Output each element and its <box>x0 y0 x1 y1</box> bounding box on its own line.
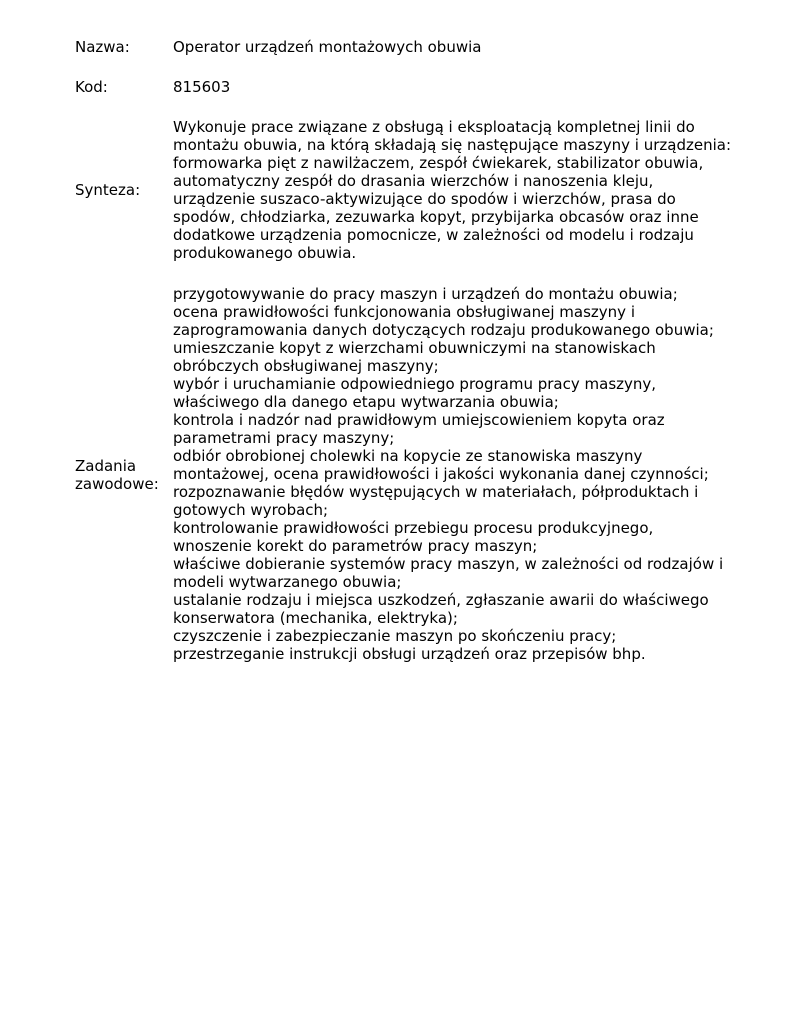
zadania-line: właściwego dla danego etapu wytwarzania obuwia; <box>173 393 559 411</box>
zadania-label <box>75 457 170 493</box>
synteza-line: urządzenie suszaco-aktywizujące do spodów i wierzchów, prasa do <box>173 190 676 208</box>
zadania-label-line: zawodowe: <box>75 475 159 493</box>
zadania-line: umieszczanie kopyt z wierzchami obuwniczymi na stanowiskach <box>173 339 656 357</box>
zadania-line: parametrami pracy maszyny; <box>173 429 395 447</box>
zadania-line: właściwe dobieranie systemów pracy maszyn, w zależności od rodzajów i <box>173 555 724 573</box>
kod-value: 815603 <box>173 78 231 96</box>
kod-label: Kod: <box>75 78 108 96</box>
synteza-label: Synteza: <box>75 181 141 199</box>
zadania-line: wybór i uruchamianie odpowiedniego programu pracy maszyny, <box>173 375 657 393</box>
zadania-line: przestrzeganie instrukcji obsługi urządzeń oraz przepisów bhp. <box>173 645 646 663</box>
synteza-line: automatyczny zespół do drasania wierzchów i nanoszenia kleju, <box>173 172 654 190</box>
zadania-line: czyszczenie i zabezpieczanie maszyn po skończeniu pracy; <box>173 627 617 645</box>
zadania-line: ocena prawidłowości funkcjonowania obsługiwanej maszyny i <box>173 303 635 321</box>
zadania-label-line: Zadania <box>75 457 137 475</box>
synteza-line: produkowanego obuwia. <box>173 244 357 262</box>
zadania-line: montażowej, ocena prawidłowości i jakości wykonania danej czynności; <box>173 465 709 483</box>
zadania-line: ustalanie rodzaju i miejsca uszkodzeń, zgłaszanie awarii do właściwego <box>173 591 709 609</box>
zadania-line: przygotowywanie do pracy maszyn i urządzeń do montażu obuwia; <box>173 285 678 303</box>
zadania-text <box>173 285 773 663</box>
zadania-line: wnoszenie korekt do parametrów pracy maszyn; <box>173 537 538 555</box>
zadania-line: modeli wytwarzanego obuwia; <box>173 573 402 591</box>
zadania-line: kontrolowanie prawidłowości przebiegu procesu produkcyjnego, <box>173 519 654 537</box>
nazwa-value: Operator urządzeń montażowych obuwia <box>173 38 482 56</box>
synteza-line: montażu obuwia, na którą składają się następujące maszyny i urządzenia: <box>173 136 731 154</box>
synteza-line: formowarka pięt z nawilżaczem, zespół ćwiekarek, stabilizator obuwia, <box>173 154 704 172</box>
zadania-line: zaprogramowania danych dotyczących rodzaju produkowanego obuwia; <box>173 321 714 339</box>
synteza-line: Wykonuje prace związane z obsługą i eksploatacją kompletnej linii do <box>173 118 695 136</box>
synteza-line: dodatkowe urządzenia pomocnicze, w zależności od modelu i rodzaju <box>173 226 694 244</box>
zadania-line: rozpoznawanie błędów występujących w materiałach, półproduktach i <box>173 483 699 501</box>
nazwa-label: Nazwa: <box>75 38 130 56</box>
zadania-line: konserwatora (mechanika, elektryka); <box>173 609 458 627</box>
zadania-line: gotowych wyrobach; <box>173 501 329 519</box>
synteza-line: spodów, chłodziarka, zezuwarka kopyt, przybijarka obcasów oraz inne <box>173 208 699 226</box>
synteza-text <box>173 118 773 262</box>
zadania-line: obróbczych obsługiwanej maszyny; <box>173 357 439 375</box>
zadania-line: odbiór obrobionej cholewki na kopycie ze stanowiska maszyny <box>173 447 643 465</box>
zadania-line: kontrola i nadzór nad prawidłowym umiejscowieniem kopyta oraz <box>173 411 665 429</box>
